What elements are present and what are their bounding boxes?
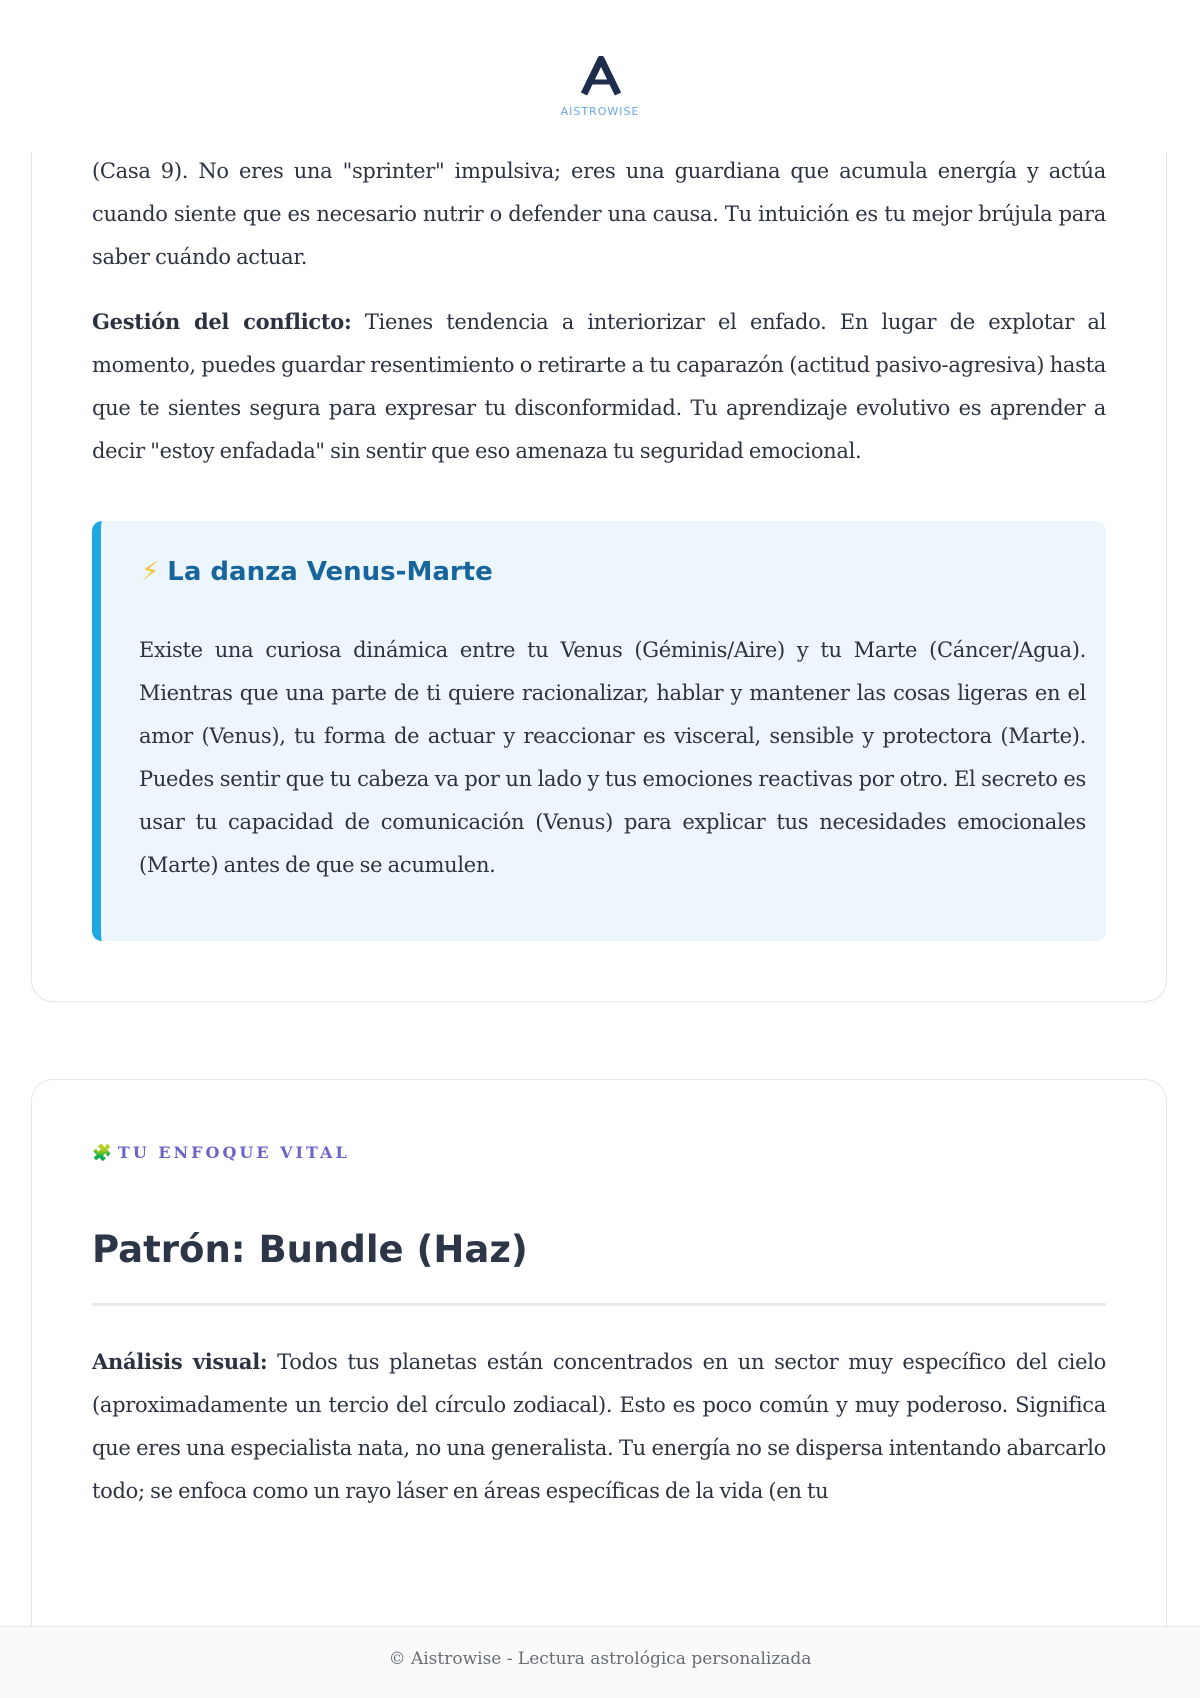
lightning-icon: ⚡ [141, 557, 160, 587]
section-eyebrow [92, 1143, 350, 1162]
analysis-paragraph [92, 1340, 1106, 1513]
callout-title [141, 557, 493, 587]
logo-wordmark: AISTROWISE [560, 105, 640, 118]
callout-title-text: La danza Venus-Marte [167, 557, 493, 587]
page-header [0, 0, 1200, 150]
page-footer [0, 1626, 1200, 1698]
eyebrow-text: TU ENFOQUE VITAL [117, 1143, 350, 1162]
analysis-label: Análisis visual: [92, 1349, 268, 1374]
heading-divider [92, 1303, 1106, 1306]
intro-paragraph: (Casa 9). No eres una "sprinter" impulsiva; eres una guardiana que acumula energía y actúa cuando siente que es necesario nutrir o defender una causa. Tu intuición es tu mejor brújula para saber cuándo actuar. [92, 159, 1106, 269]
footer-text: © Aistrowise - Lectura astrológica personalizada [388, 1649, 812, 1669]
conflict-label: Gestión del conflicto: [92, 309, 352, 334]
conflict-text: Tienes tendencia a interiorizar el enfado. En lugar de explotar al momento, puedes guardar resentimiento o retirarte a tu caparazón (actitud pasivo-agresiva) hasta que te sientes segura para expresar tu disconformidad. Tu aprendizaje evolutivo es aprender a decir "estoy enfadada" sin sentir que eso amenaza tu seguridad emocional. [92, 310, 1106, 463]
callout-body: Existe una curiosa dinámica entre tu Venus (Géminis/Aire) y tu Marte (Cáncer/Agua). Mientras que una parte de ti quiere racionalizar, hablar y mantener las cosas ligeras en el amor (Venus), tu forma de actuar y reaccionar es visceral, sensible y protectora (Marte). Puedes sentir que tu cabeza va por un lado y tus emociones reactivas por otro. El secreto es usar tu capacidad de comunicación (Venus) para explicar tus necesidades emocionales (Marte) antes de que se acumulen. [139, 638, 1086, 877]
conflict-paragraph [92, 300, 1106, 473]
puzzle-icon: 🧩 [92, 1143, 112, 1162]
analysis-text: Todos tus planetas están concentrados en un sector muy específico del cielo (aproximadamente un tercio del círculo zodiacal). Esto es poco común y muy poderoso. Significa que eres una especialista nata, no una generalista. Tu energía no se dispersa intentando abarcarlo todo; se enfoca como un rayo láser en áreas específicas de la vida (en tu [92, 1350, 1106, 1503]
section-heading: Patrón: Bundle (Haz) [92, 1228, 528, 1271]
venus-mars-callout [92, 521, 1106, 941]
aistrowise-logo-icon [580, 56, 622, 96]
